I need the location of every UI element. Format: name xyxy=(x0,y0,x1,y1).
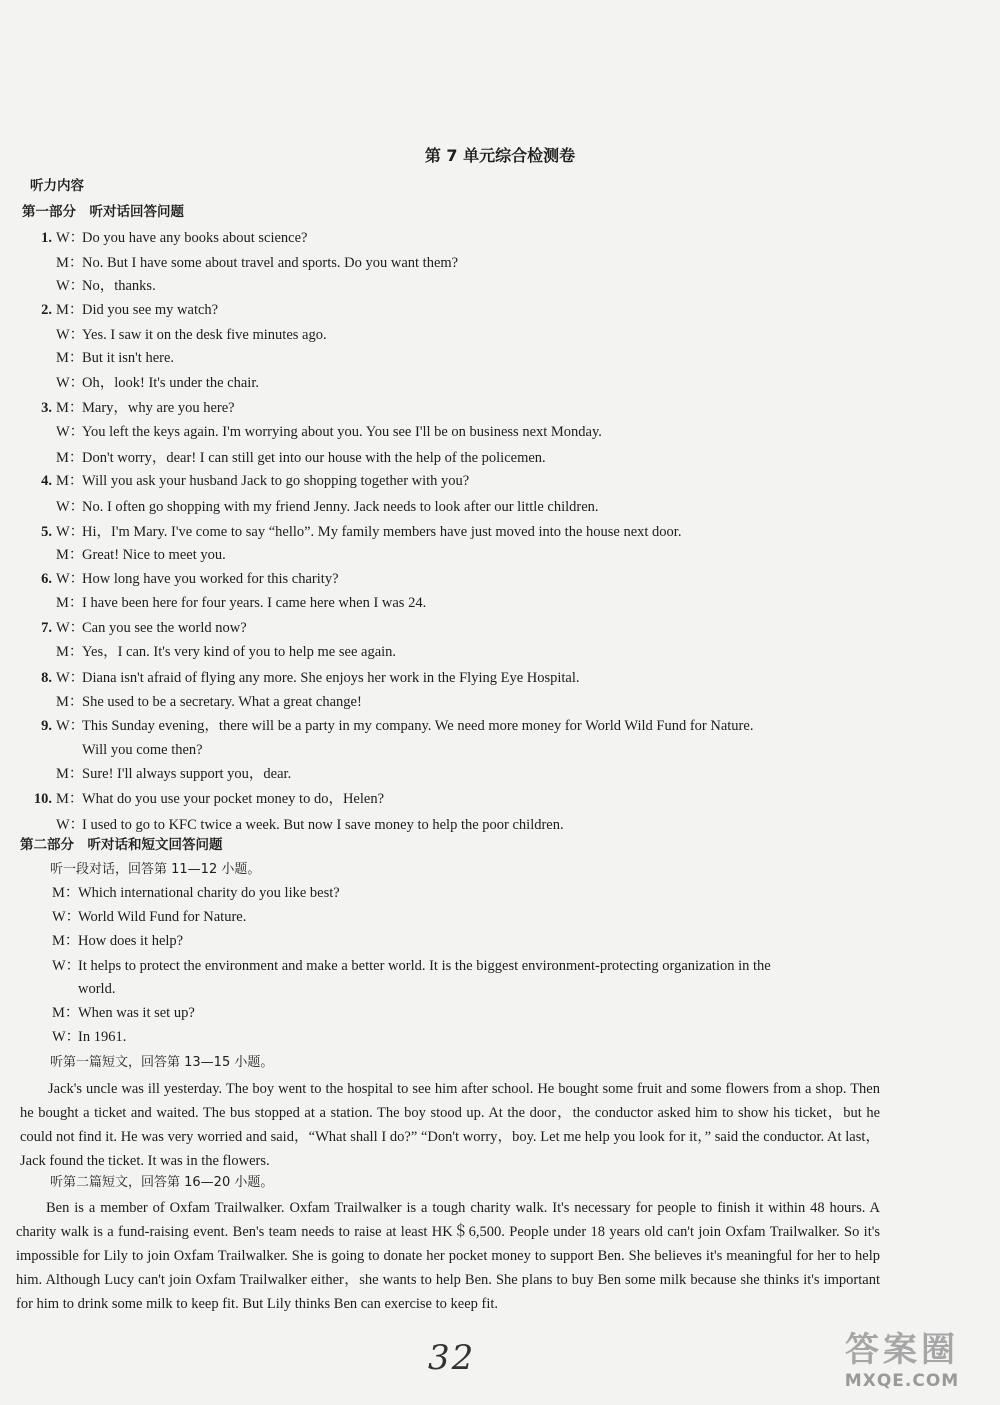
passage1-intro: 听第一篇短文，回答第 13—15 小题。 xyxy=(50,1055,274,1070)
dialogue-line xyxy=(30,398,235,418)
speaker-label: W： xyxy=(52,1029,81,1045)
passage1-text: Jack's uncle was ill yesterday. The boy went to the hospital to see him after school. He bought some fruit and some flowers from a shop. Then he bought a ticket and waited. The bus stopped at a station. The boy stood up. At the door，the conductor asked him to show his ticket，but he could not find it. He was very worried and said，“What shall I do?” “Don't worry，boy. Let me help you look for it，” said the conductor. At last，Jack found the ticket. It was in the flowers. xyxy=(20,1081,881,1169)
speaker-label: W： xyxy=(56,817,85,833)
dialogue-line xyxy=(30,300,218,320)
dialogue-line xyxy=(30,815,564,835)
speaker-label: W： xyxy=(56,571,85,587)
watermark-url: MXQE.COM xyxy=(844,1371,960,1391)
dialogue-line xyxy=(30,593,426,613)
question-number: 1. xyxy=(41,230,52,246)
speaker-label: M： xyxy=(56,400,84,416)
speaker-label: M： xyxy=(56,350,84,366)
question-number: 3. xyxy=(41,400,52,416)
question-number: 10. xyxy=(33,791,52,807)
question-number: 9. xyxy=(41,718,52,734)
dialogue-text: How long have you worked for this charity? xyxy=(82,571,339,587)
speaker-label: W： xyxy=(52,958,81,974)
speaker-label: W： xyxy=(56,375,85,391)
dialogue-text: She used to be a secretary. What a great change! xyxy=(82,694,362,710)
speaker-label: M： xyxy=(52,933,80,949)
dialogue-text: No，thanks. xyxy=(82,278,156,294)
speaker-label: M： xyxy=(56,644,84,660)
section-listening-heading: 听力内容 xyxy=(30,178,84,194)
dialogue-text: It helps to protect the environment and make a better world. It is the biggest environment-protecting organization in the xyxy=(78,958,771,974)
speaker-label: W： xyxy=(56,620,85,636)
dialogue-text: Don't worry，dear! I can still get into our house with the help of the policemen. xyxy=(82,450,546,466)
dialogue-line xyxy=(52,979,115,999)
dialogue-text: Great! Nice to meet you. xyxy=(82,547,226,563)
passage2-intro: 听第二篇短文，回答第 16—20 小题。 xyxy=(50,1175,274,1190)
dialogue-line xyxy=(30,716,753,736)
speaker-label: M： xyxy=(56,450,84,466)
dialogue-text: No. But I have some about travel and sports. Do you want them? xyxy=(82,255,459,271)
dialogue-text: No. I often go shopping with my friend Jenny. Jack needs to look after our little children. xyxy=(82,499,599,515)
part1-heading: 第一部分 听对话回答问题 xyxy=(22,204,184,220)
dialogue-line xyxy=(30,448,546,468)
speaker-label: W： xyxy=(56,230,85,246)
watermark-logo: 答案圈 xyxy=(845,1330,959,1370)
dialogue-line xyxy=(30,764,291,784)
question-number: 5. xyxy=(41,524,52,540)
dialogue-line xyxy=(30,789,384,809)
page-title: 第 7 单元综合检测卷 xyxy=(424,146,576,165)
dialogue-text: In 1961. xyxy=(78,1029,127,1045)
question-number: 6. xyxy=(41,571,52,587)
dialogue-text: Can you see the world now? xyxy=(82,620,247,636)
question-number: 8. xyxy=(41,670,52,686)
dialogue-line xyxy=(30,569,339,589)
dialogue-text: But it isn't here. xyxy=(82,350,175,366)
dialogue-line xyxy=(30,253,458,273)
dialogue-text: Do you have any books about science? xyxy=(82,230,308,246)
dialogue-line xyxy=(30,740,203,760)
dialogue-text: I have been here for four years. I came here when I was 24. xyxy=(82,595,427,611)
speaker-label: M： xyxy=(56,766,84,782)
dialogue-line xyxy=(52,1003,195,1023)
dialogue-text: Yes，I can. It's very kind of you to help me see again. xyxy=(82,644,397,660)
dialogue-text: Yes. I saw it on the desk five minutes ago. xyxy=(82,327,327,343)
speaker-label: W： xyxy=(52,909,81,925)
speaker-label: M： xyxy=(56,255,84,271)
speaker-label: W： xyxy=(56,499,85,515)
speaker-label: M： xyxy=(56,791,84,807)
speaker-label: W： xyxy=(56,670,85,686)
dialogue-text: Oh，look! It's under the chair. xyxy=(82,375,259,391)
speaker-label: M： xyxy=(56,547,84,563)
dialogue-line xyxy=(30,373,259,393)
dialogue-line xyxy=(30,642,396,662)
dialogue-text: I used to go to KFC twice a week. But now I save money to help the poor children. xyxy=(82,817,564,833)
dialogue-line xyxy=(30,228,308,248)
passage2-text: Ben is a member of Oxfam Trailwalker. Oxfam Trailwalker is a tough charity walk. It's necessary for people to finish it within 48 hours. A charity walk is a fund-raising event. Ben's team needs to raise at least HK＄6,500. People under 18 years old can't join Oxfam Trailwalker. So it's impossible for Lily to join Oxfam Trailwalker. She is going to donate her pocket money to support Ben. She believes it's meaningful for her to help him. Although Lucy can't join Oxfam Trailwalker either，she wants to help Ben. She plans to buy Ben some milk because she thinks it's important for him to drink some milk to keep fit. But Lily thinks Ben can exercise to keep fit. xyxy=(16,1200,880,1312)
speaker-label: W： xyxy=(56,278,85,294)
dialogue-line xyxy=(30,276,156,296)
dialogue-text: World Wild Fund for Nature. xyxy=(78,909,247,925)
dialogue-line xyxy=(52,907,246,927)
dialogue-line xyxy=(30,348,174,368)
question-number: 4. xyxy=(41,473,52,489)
dialogue-line xyxy=(30,325,327,345)
speaker-label: W： xyxy=(56,718,85,734)
dialogue-text: This Sunday evening，there will be a party in my company. We need more money for World Wild Fund for Nature. xyxy=(82,718,754,734)
dialogue-line xyxy=(52,956,771,976)
dialogue-text: Diana isn't afraid of flying any more. She enjoys her work in the Flying Eye Hospital. xyxy=(82,670,580,686)
dialogue-text: What do you use your pocket money to do，Helen? xyxy=(82,791,385,807)
dialogue-text: Hi，I'm Mary. I've come to say “hello”. My family members have just moved into the house next door. xyxy=(82,524,682,540)
question-number: 2. xyxy=(41,302,52,318)
handwritten-page-number: 32 xyxy=(428,1338,476,1378)
dialogue-text: Mary，why are you here? xyxy=(82,400,235,416)
dialogue-text: Did you see my watch? xyxy=(82,302,219,318)
dialogue-line xyxy=(30,497,599,517)
speaker-label: W： xyxy=(56,424,85,440)
speaker-label: M： xyxy=(56,694,84,710)
dialogue-line xyxy=(30,522,681,542)
speaker-label: W： xyxy=(56,524,85,540)
dialogue-line xyxy=(30,692,362,712)
dialogue-line xyxy=(52,931,183,951)
dialogue-text: How does it help? xyxy=(78,933,184,949)
part2-heading: 第二部分 听对话和短文回答问题 xyxy=(20,837,223,853)
dialogue-text: Will you come then? xyxy=(82,742,203,758)
speaker-label: M： xyxy=(56,473,84,489)
dialogue-text: Sure! I'll always support you，dear. xyxy=(82,766,292,782)
dialogue-text: Which international charity do you like best? xyxy=(78,885,340,901)
speaker-label: M： xyxy=(52,885,80,901)
speaker-label: M： xyxy=(56,302,84,318)
dialogue-text: world. xyxy=(78,981,116,997)
dialogue-text: You left the keys again. I'm worrying about you. You see I'll be on business next Monday. xyxy=(82,424,602,440)
dialogue-intro: 听一段对话，回答第 11—12 小题。 xyxy=(50,862,261,877)
speaker-label: W： xyxy=(56,327,85,343)
dialogue-text: Will you ask your husband Jack to go shopping together with you? xyxy=(82,473,470,489)
dialogue-line xyxy=(30,668,580,688)
dialogue-line xyxy=(30,422,602,442)
dialogue-line xyxy=(30,545,226,565)
dialogue-line xyxy=(52,1027,126,1047)
dialogue-line xyxy=(30,618,247,638)
watermark xyxy=(822,1322,982,1391)
speaker-label: M： xyxy=(52,1005,80,1021)
dialogue-line xyxy=(52,883,340,903)
question-number: 7. xyxy=(41,620,52,636)
dialogue-text: When was it set up? xyxy=(78,1005,195,1021)
speaker-label: M： xyxy=(56,595,84,611)
dialogue-line xyxy=(30,471,469,491)
